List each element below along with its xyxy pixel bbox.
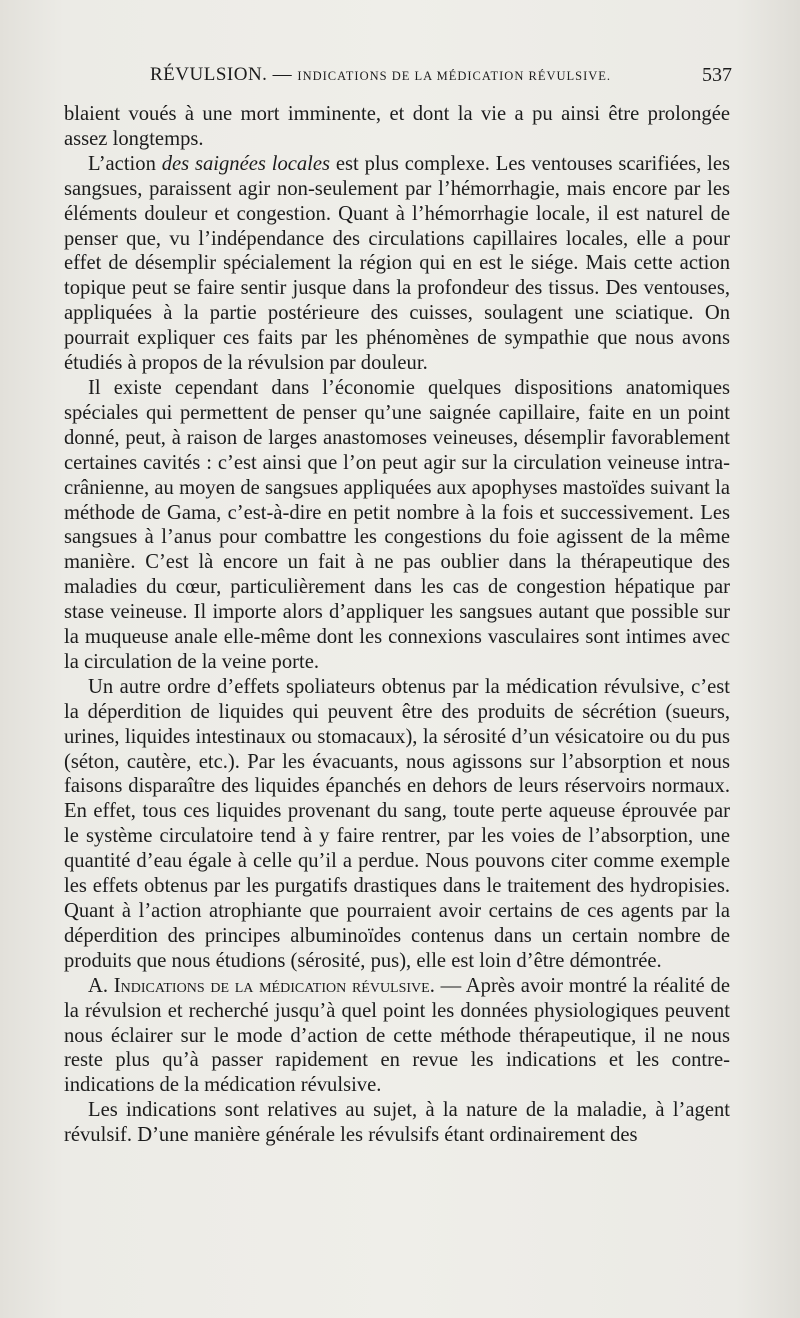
paragraph-indications	[64, 974, 730, 1099]
paragraph-local-bleeding	[64, 152, 730, 376]
running-title-subtitle: INDICATIONS DE LA MÉDICATION RÉVULSIVE.	[297, 69, 612, 83]
running-title-separator: —	[267, 64, 298, 85]
paragraph-local-bleeding-start: L’action	[88, 152, 162, 175]
running-title	[150, 64, 611, 86]
page-number: 537	[702, 64, 732, 86]
italic-term: des saignées locales	[161, 152, 331, 175]
body-text	[64, 102, 730, 1148]
paragraph-anatomic-dispositions: Il existe cependant dans l’économie quelques dispositions anatomiques spéciales qui permettent de penser qu’une saignée capillaire, faite en un point donné, peut, à raison de larges anastomoses veineuses, désemplir favorablement certaines cavités : c’est ainsi que l’on peut agir sur la circulation veineuse intra-crânienne, au moyen de sangsues appliquées aux apophyses mastoïdes suivant la méthode de Gama, c’est-à-dire en petit nombre à la fois et successivement. Les sangsues à l’anus pour combattre les congestions du foie agissent de la même manière. C’est là encore un fait à ne pas oublier dans la thérapeutique des maladies du cœur, particulièrement dans les cas de congestion hépatique par stase veineuse. Il importe alors d’appliquer les sangsues autant que possible sur la muqueuse anale elle-même dont les connexions vasculaires sont intimes avec la circulation de la veine porte.	[64, 376, 730, 673]
paragraph-indications-rest: — Après avoir montré la réalité de la révulsion et recherché jusqu’à quel point les données physiologiques peuvent nous éclairer sur le mode d’action de cette méthode thérapeutique, il ne nous reste plus qu’à passer rapidement en revue les indications et les contre-indications de la médication révulsive.	[64, 974, 730, 1097]
paragraph-spoliative-effects: Un autre ordre d’effets spoliateurs obtenus par la médication révulsive, c’est la déperdition de liquides qui peuvent être des produits de sécrétion (sueurs, urines, liquides intestinaux ou stomacaux), la sérosité d’un vésicatoire ou du pus (séton, cautère, etc.). Par les évacuants, nous agissons sur l’absorption et nous faisons disparaître des liquides épanchés en dehors de leurs réservoirs normaux. En effet, tous ces liquides provenant du sang, toute perte aqueuse éprouvée par le système circulatoire tend à y faire rentrer, par les voies de l’absorption, une quantité d’eau égale à celle qu’il a perdue. Nous pouvons citer comme exemple les effets obtenus par les purgatifs drastiques dans le traitement des hydropisies. Quant à l’action atrophiante que pourraient avoir certains de ces agents par la déperdition des principes albuminoïdes contenus dans un certain nombre de produits que nous étudions (sérosité, pus), elle est loin d’être démontrée.	[64, 675, 730, 972]
paragraph-local-bleeding-rest: est plus complexe. Les ventouses scarifiées, les sangsues, paraissent agir non-seulement par l’hémorrhagie, mais encore par les éléments douleur et congestion. Quant à l’hémorrhagie locale, il est naturel de penser que, vu l’indépendance des circulations capillaires locales, elle a pour effet de désemplir spécialement la région qui en est le siége. Mais cette action topique peut se faire sentir jusque dans la profondeur des tissus. Des ventouses, appliquées à la partie postérieure des cuisses, soulagent une sciatique. On pourrait expliquer ces faits par les phénomènes de sympathie que nous avons étudiés à propos de la révulsion par douleur.	[64, 152, 730, 375]
page-header	[150, 64, 732, 92]
paragraph-continuation: blaient voués à une mort imminente, et dont la vie a pu ainsi être prolongée assez longtemps.	[64, 103, 730, 150]
paragraph-last: Les indications sont relatives au sujet, à la nature de la maladie, à l’agent révulsif. D’une manière générale les révulsifs étant ordinairement des	[64, 1099, 730, 1147]
running-title-main: RÉVULSION.	[150, 64, 268, 85]
section-heading: A. Indications de la médication révulsive.	[88, 974, 435, 997]
